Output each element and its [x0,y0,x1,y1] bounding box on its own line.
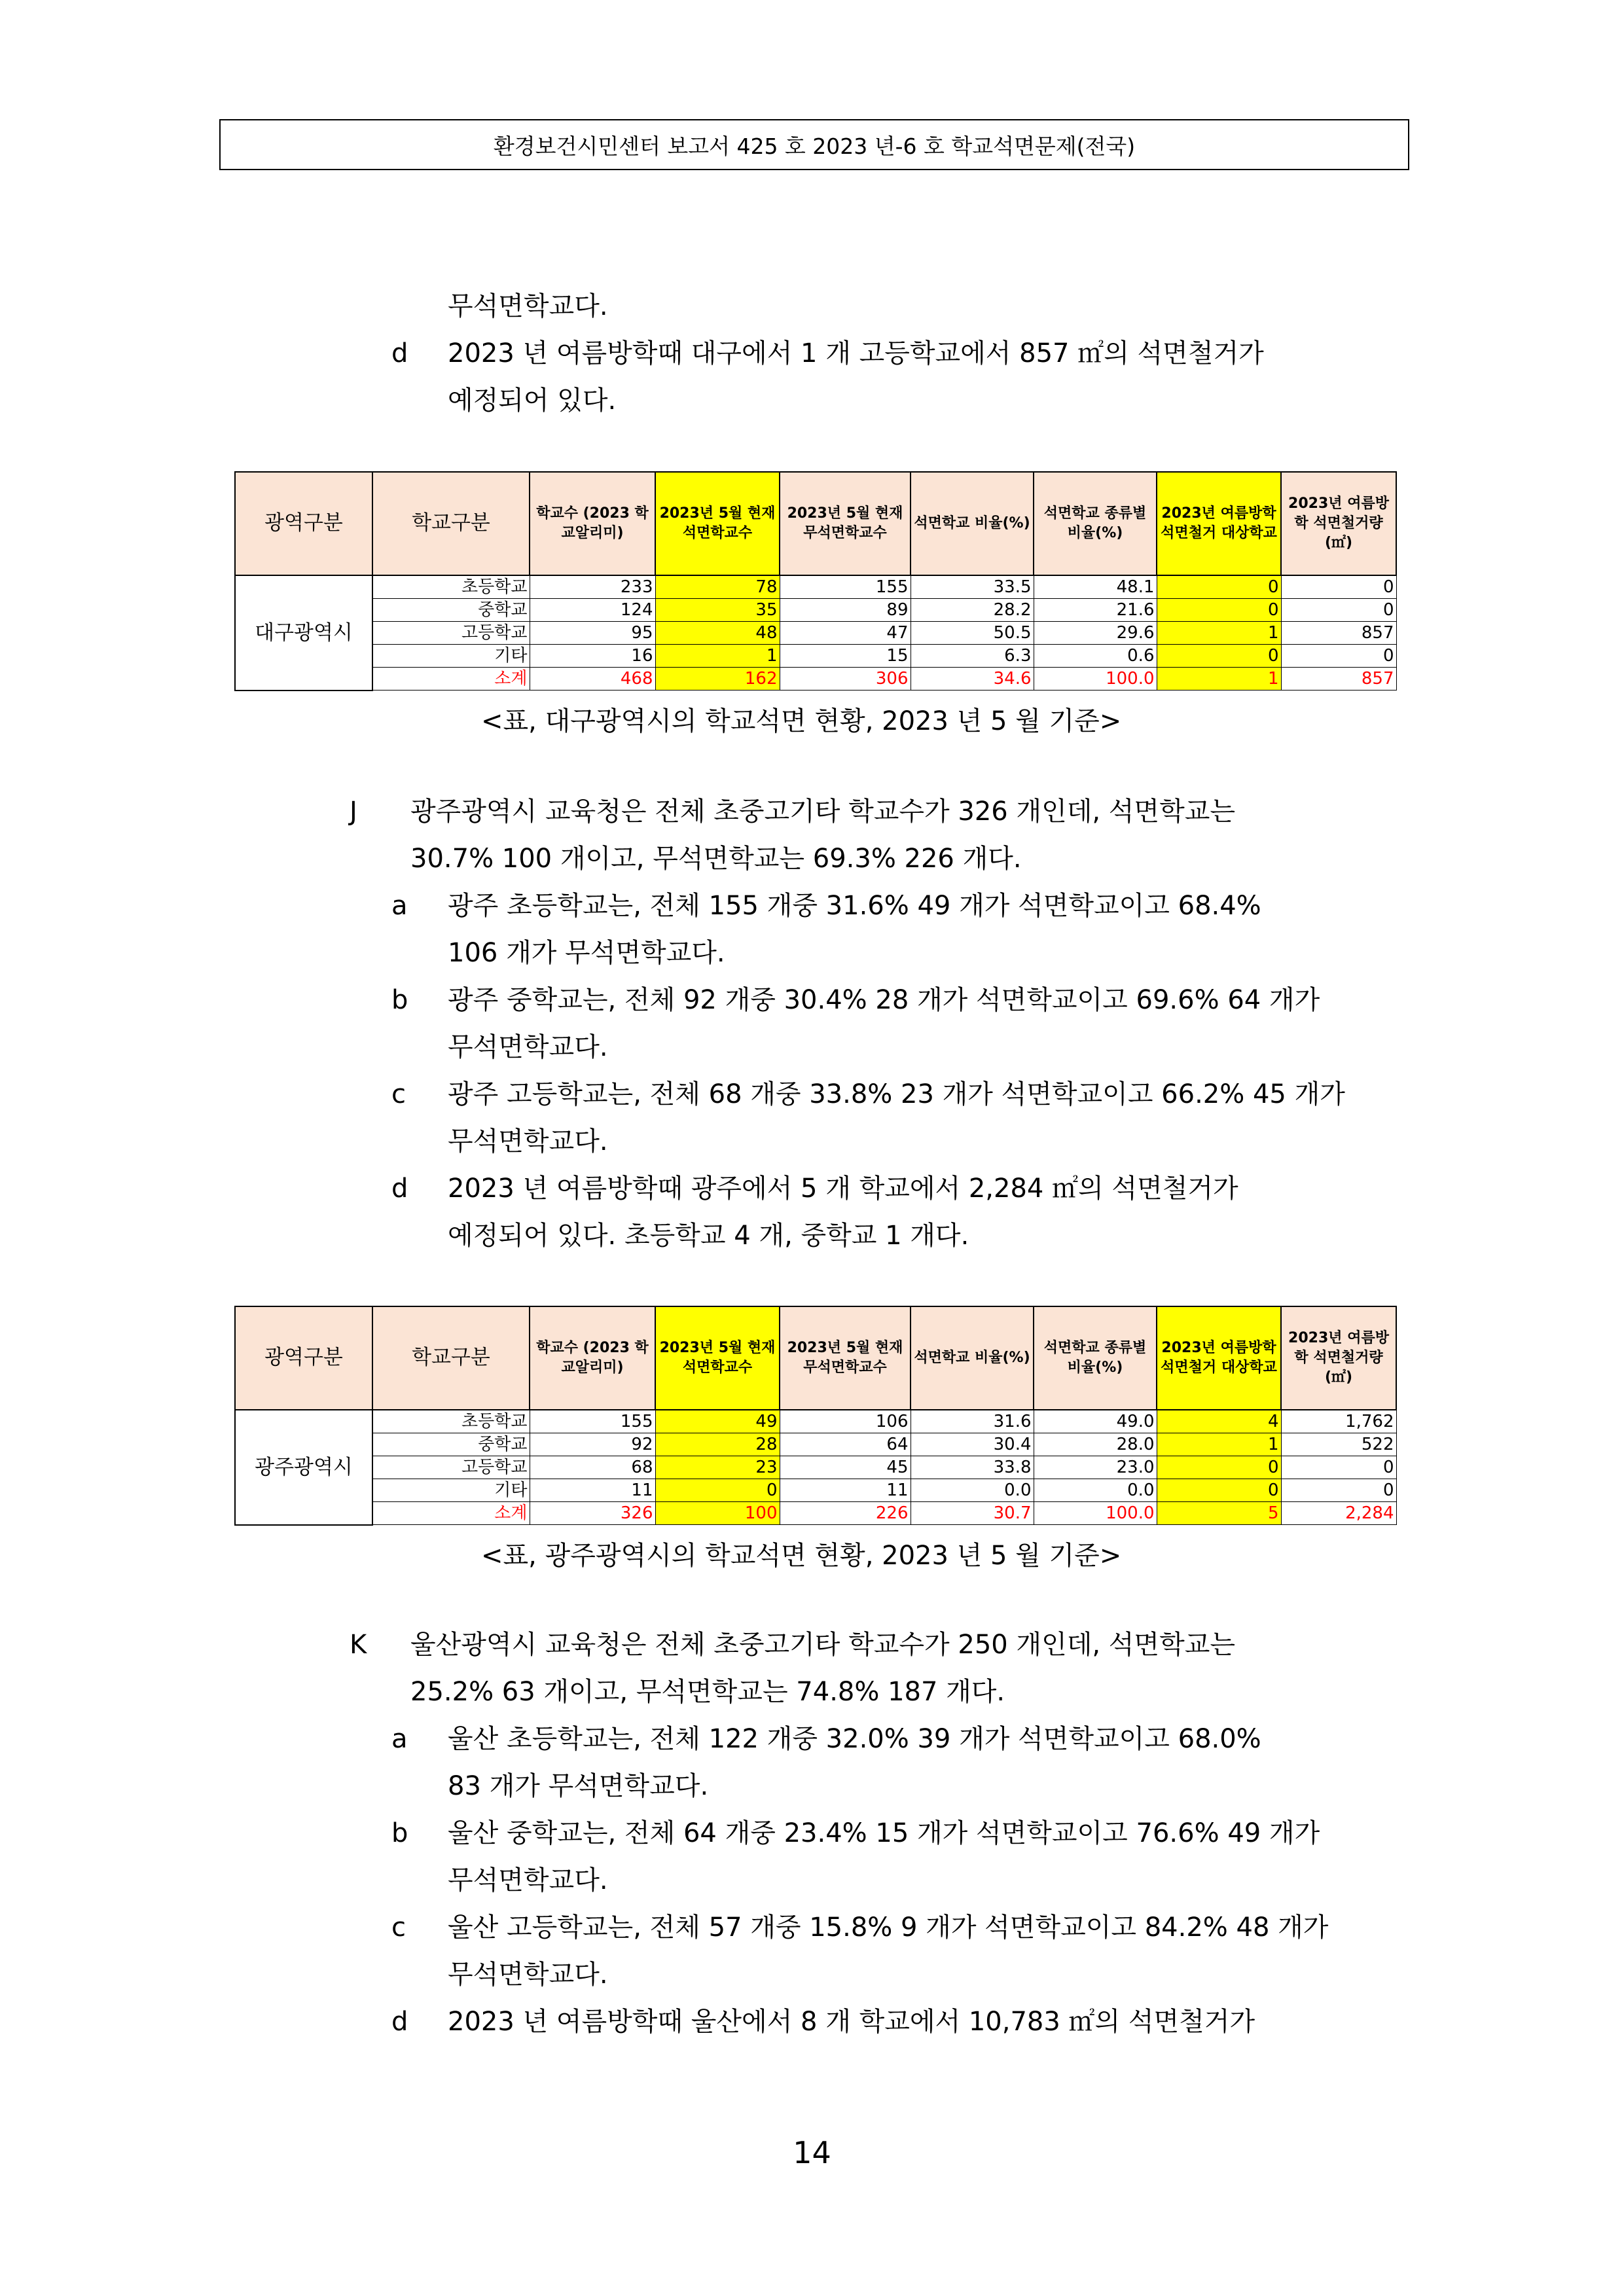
table-cell: 48.1 [1034,575,1157,599]
table-cell: 11 [530,1479,655,1502]
j-item-b-line-1: 광주 중학교는, 전체 92 개중 30.4% 28 개가 석면학교이고 69.6% 64 개가 [448,985,1320,1015]
col-region: 광역구분 [235,472,372,575]
col-region: 광역구분 [235,1306,372,1410]
table-row [235,1433,1396,1456]
j-item-c-line-1: 광주 고등학교는, 전체 68 개중 33.8% 23 개가 석면학교이고 66.2% 45 개가 [448,1079,1345,1109]
table-cell: 522 [1281,1433,1396,1456]
table-cell: 23 [655,1456,780,1479]
table-cell: 1 [655,645,780,668]
table-cell: 100.0 [1034,1502,1157,1525]
j-item-b-marker: b [391,985,408,1015]
k-item-a-line-2: 83 개가 무석면학교다. [448,1771,709,1801]
j-item-c-marker: c [391,1079,406,1109]
table-cell: 33.8 [911,1456,1034,1479]
table-cell: 1,762 [1281,1410,1396,1433]
table-cell: 100.0 [1034,668,1157,691]
table-cell: 2,284 [1281,1502,1396,1525]
table-cell: 0.0 [1034,1479,1157,1502]
table-cell: 6.3 [911,645,1034,668]
j-item-a-marker: a [391,891,408,921]
table-cell: 34.6 [911,668,1034,691]
table-cell: 468 [530,668,655,691]
section-j-marker: J [350,797,357,827]
k-item-d-line-1: 2023 년 여름방학때 울산에서 8 개 학교에서 10,783 ㎡의 석면철거가 [448,2007,1255,2037]
col-asbestos-schools: 2023년 5월 현재 석면학교수 [655,472,780,575]
col-removal-area: 2023년 여름방학 석면철거량 (㎡) [1281,472,1396,575]
top-line-1: 무석면학교다. [448,291,608,321]
table-cell: 50.5 [911,622,1034,645]
section-j-line-2: 30.7% 100 개이고, 무석면학교는 69.3% 226 개다. [410,844,1022,874]
table-cell: 0 [1157,1479,1281,1502]
table-cell: 28 [655,1433,780,1456]
table-row [235,645,1396,668]
table-cell: 28.2 [911,599,1034,622]
k-item-c-line-1: 울산 고등학교는, 전체 57 개중 15.8% 9 개가 석면학교이고 84.2% 48 개가 [448,1912,1329,1943]
table-cell: 1 [1157,668,1281,691]
col-non-asbestos-schools: 2023년 5월 현재 무석면학교수 [780,472,911,575]
table-cell: 0.6 [1034,645,1157,668]
table-cell: 95 [530,622,655,645]
table-cell: 기타 [372,645,530,668]
table-cell: 100 [655,1502,780,1525]
table-cell: 0 [1281,575,1396,599]
k-item-a-marker: a [391,1724,408,1754]
table-cell: 30.7 [911,1502,1034,1525]
table-cell: 92 [530,1433,655,1456]
section-k-line-2: 25.2% 63 개이고, 무석면학교는 74.8% 187 개다. [410,1677,1005,1707]
table-cell: 326 [530,1502,655,1525]
table-cell: 233 [530,575,655,599]
gwangju-table-caption: <표, 광주광역시의 학교석면 현황, 2023 년 5 월 기준> [481,1541,1122,1571]
table-cell: 0 [1157,645,1281,668]
j-item-a-line-1: 광주 초등학교는, 전체 155 개중 31.6% 49 개가 석면학교이고 68.4% [448,891,1261,921]
table-cell: 78 [655,575,780,599]
table-cell: 857 [1281,622,1396,645]
k-item-b-line-2: 무석면학교다. [448,1865,608,1895]
table-cell: 소계 [372,668,530,691]
table-cell: 소계 [372,1502,530,1525]
table-cell: 68 [530,1456,655,1479]
table-cell: 중학교 [372,599,530,622]
table-cell: 기타 [372,1479,530,1502]
table-cell: 106 [780,1410,911,1433]
col-school-count: 학교수 (2023 학교알리미) [530,1306,655,1410]
j-item-b-line-2: 무석면학교다. [448,1032,608,1062]
section-k-marker: K [350,1630,367,1660]
col-school-type: 학교구분 [372,1306,530,1410]
table-cell: 0 [1281,599,1396,622]
table-cell: 226 [780,1502,911,1525]
k-item-c-marker: c [391,1912,406,1943]
col-asbestos-ratio: 석면학교 비율(%) [911,1306,1034,1410]
col-type-ratio: 석면학교 종류별 비율(%) [1034,1306,1157,1410]
table-cell: 162 [655,668,780,691]
col-asbestos-ratio: 석면학교 비율(%) [911,472,1034,575]
table-cell: 45 [780,1456,911,1479]
table-cell: 49 [655,1410,780,1433]
section-j-line-1: 광주광역시 교육청은 전체 초중고기타 학교수가 326 개인데, 석면학교는 [410,797,1235,827]
table-cell: 0 [1157,1456,1281,1479]
table-row [235,1410,1396,1433]
table-cell: 155 [780,575,911,599]
table-cell: 64 [780,1433,911,1456]
k-item-d-marker: d [391,2007,408,2037]
table-row-subtotal [235,1502,1396,1525]
table-row [235,575,1396,599]
col-removal-schools: 2023년 여름방학 석면철거 대상학교 [1157,1306,1281,1410]
top-line-3: 예정되어 있다. [448,386,617,416]
table-cell: 857 [1281,668,1396,691]
j-item-d-marker: d [391,1174,408,1204]
table-cell: 48 [655,622,780,645]
table-cell: 0.0 [911,1479,1034,1502]
table-cell: 5 [1157,1502,1281,1525]
top-item-marker: d [391,338,408,368]
col-school-count: 학교수 (2023 학교알리미) [530,472,655,575]
j-item-c-line-2: 무석면학교다. [448,1126,608,1157]
table-cell: 초등학교 [372,1410,530,1433]
table-cell: 49.0 [1034,1410,1157,1433]
table-cell: 0 [1157,575,1281,599]
table-cell: 47 [780,622,911,645]
table-row [235,1479,1396,1502]
table-cell: 0 [1281,645,1396,668]
table-cell: 21.6 [1034,599,1157,622]
col-asbestos-schools: 2023년 5월 현재 석면학교수 [655,1306,780,1410]
table-cell: 28.0 [1034,1433,1157,1456]
table-row [235,599,1396,622]
section-k-line-1: 울산광역시 교육청은 전체 초중고기타 학교수가 250 개인데, 석면학교는 [410,1630,1235,1660]
daegu-asbestos-table [234,471,1397,691]
top-line-2: 2023 년 여름방학때 대구에서 1 개 고등학교에서 857 ㎡의 석면철거가 [448,338,1264,368]
col-removal-schools: 2023년 여름방학 석면철거 대상학교 [1157,472,1281,575]
table-cell: 1 [1157,1433,1281,1456]
j-item-d-line-1: 2023 년 여름방학때 광주에서 5 개 학교에서 2,284 ㎡의 석면철거가 [448,1174,1238,1204]
k-item-c-line-2: 무석면학교다. [448,1960,608,1990]
j-item-a-line-2: 106 개가 무석면학교다. [448,938,725,968]
table-cell: 중학교 [372,1433,530,1456]
table-cell: 306 [780,668,911,691]
region-cell: 광주광역시 [235,1410,372,1525]
table-cell: 고등학교 [372,622,530,645]
table-cell: 15 [780,645,911,668]
col-non-asbestos-schools: 2023년 5월 현재 무석면학교수 [780,1306,911,1410]
k-item-a-line-1: 울산 초등학교는, 전체 122 개중 32.0% 39 개가 석면학교이고 68.0% [448,1724,1261,1754]
page-number: 14 [793,2135,831,2170]
table-cell: 23.0 [1034,1456,1157,1479]
table-cell: 89 [780,599,911,622]
table-cell: 초등학교 [372,575,530,599]
table-cell: 1 [1157,622,1281,645]
report-header: 환경보건시민센터 보고서 425 호 2023 년-6 호 학교석면문제(전국) [219,119,1409,170]
table-cell: 155 [530,1410,655,1433]
table-cell: 11 [780,1479,911,1502]
table-cell: 124 [530,599,655,622]
k-item-b-line-1: 울산 중학교는, 전체 64 개중 23.4% 15 개가 석면학교이고 76.6% 49 개가 [448,1818,1320,1848]
col-removal-area: 2023년 여름방학 석면철거량 (㎡) [1281,1306,1396,1410]
table-cell: 35 [655,599,780,622]
table-row [235,1456,1396,1479]
table-cell: 33.5 [911,575,1034,599]
table-cell: 29.6 [1034,622,1157,645]
col-type-ratio: 석면학교 종류별 비율(%) [1034,472,1157,575]
region-cell: 대구광역시 [235,575,372,691]
k-item-b-marker: b [391,1818,408,1848]
table-cell: 0 [1157,599,1281,622]
table-cell: 4 [1157,1410,1281,1433]
col-school-type: 학교구분 [372,472,530,575]
j-item-d-line-2: 예정되어 있다. 초등학교 4 개, 중학교 1 개다. [448,1221,969,1251]
table-cell: 0 [655,1479,780,1502]
table-cell: 16 [530,645,655,668]
gwangju-asbestos-table [234,1306,1397,1526]
table-cell: 0 [1281,1479,1396,1502]
table-row [235,622,1396,645]
table-cell: 30.4 [911,1433,1034,1456]
table-row-subtotal [235,668,1396,691]
table-cell: 고등학교 [372,1456,530,1479]
table-cell: 0 [1281,1456,1396,1479]
daegu-table-caption: <표, 대구광역시의 학교석면 현황, 2023 년 5 월 기준> [481,706,1122,736]
table-cell: 31.6 [911,1410,1034,1433]
